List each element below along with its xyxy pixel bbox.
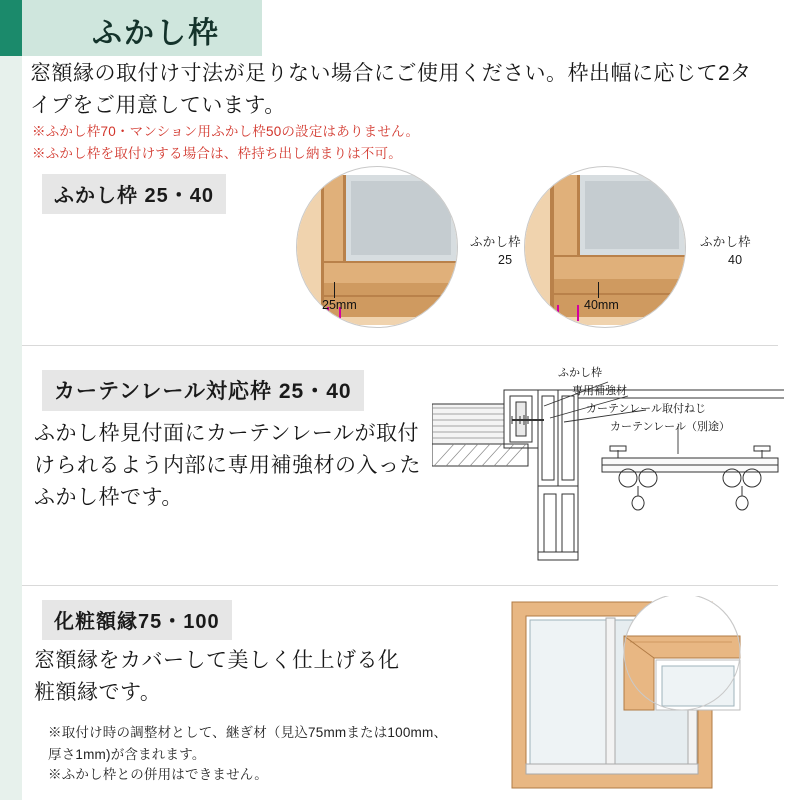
section-heading-2: カーテンレール対応枠 25・40 bbox=[42, 370, 364, 411]
svg-text:専用補強材: 専用補強材 bbox=[572, 385, 627, 397]
divider-1 bbox=[22, 345, 778, 346]
red-note-1: ※ふかし枠70・マンション用ふかし枠50の設定はありません。 bbox=[32, 124, 420, 139]
red-note-2: ※ふかし枠を取付けする場合は、枠持ち出し納まりは不可。 bbox=[32, 146, 402, 161]
divider-2 bbox=[22, 585, 778, 586]
figure-frame-25 bbox=[296, 166, 458, 328]
section-body-3: 窓額縁をカバーして美しく仕上げる化粧額縁です。 bbox=[34, 649, 400, 704]
dimension-40-label: 40mm bbox=[584, 298, 619, 312]
figure-label-40-line1: ふかし枠 bbox=[700, 235, 751, 249]
section-3-note-2: ※ふかし枠との併用はできません。 bbox=[48, 767, 269, 782]
figure-label-40-line2: 40 bbox=[728, 253, 743, 267]
section-heading-1: ふかし枠 25・40 bbox=[42, 174, 226, 214]
left-edge-accent bbox=[0, 0, 22, 56]
section-heading-3: 化粧額縁75・100 bbox=[42, 600, 232, 640]
section-3-note-1: ※取付け時の調整材として、継ぎ材（見込75mmまたは100mm、厚さ1mm)が含まれます。 bbox=[48, 725, 448, 762]
intro-text: 窓額縁の取付け寸法が足りない場合にご使用ください。枠出幅に応じて2タイプをご用意しています。 bbox=[30, 62, 752, 117]
figure-curtain-rail-section bbox=[432, 362, 784, 584]
leader-line-25 bbox=[334, 282, 335, 298]
svg-text:ふかし枠: ふかし枠 bbox=[558, 367, 602, 379]
page-title: ふかし枠 bbox=[92, 17, 220, 50]
leader-line-40 bbox=[598, 282, 599, 298]
figure-decorative-casing bbox=[430, 596, 782, 796]
figure-label-25-line2: 25 bbox=[498, 253, 513, 267]
svg-text:カーテンレール（別途）: カーテンレール（別途） bbox=[610, 421, 730, 433]
dimension-25-label: 25mm bbox=[322, 298, 357, 312]
left-edge-stripe bbox=[0, 0, 22, 800]
figure-label-25-line1: ふかし枠 bbox=[470, 235, 521, 249]
section-body-2: ふかし枠見付面にカーテンレールが取付けられるよう内部に専用補強材の入ったふかし枠です。 bbox=[34, 422, 421, 509]
svg-text:カーテンレール取付ねじ: カーテンレール取付ねじ bbox=[586, 403, 706, 415]
